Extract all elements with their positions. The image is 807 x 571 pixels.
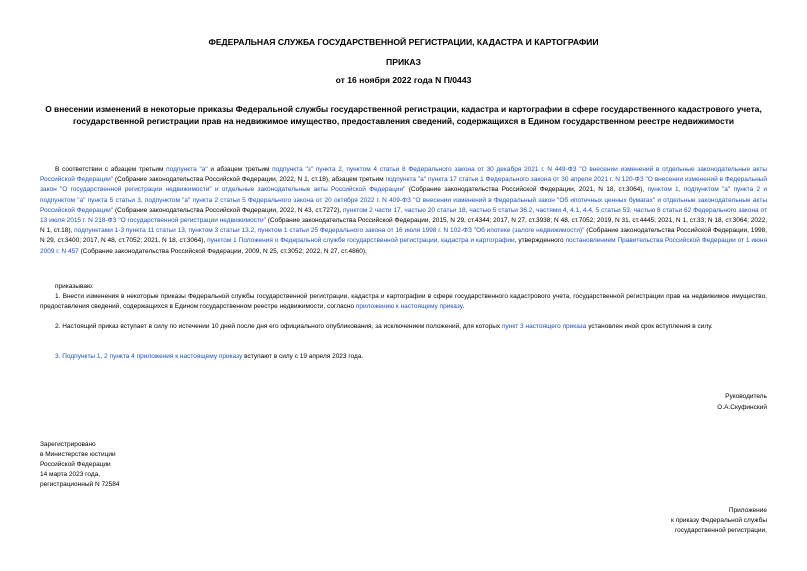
basis-link[interactable]: подпункта "з" пункта 2, пунктом 4 статьи 8 Федерального закона от 30 декабря 2021 г. N 449-ФЗ "О внесении изменений в отдельные законодательные акты Российской Федерации" <box>40 166 767 184</box>
basis-link[interactable]: подпункта "а" пункта 17 статьи 1 Федерального закона от 30 апреля 2021 г. N 120-ФЗ "О внесении изменений в Федеральный закон "О государственной регистрации недвижимости" и отдельные законодательные акты Российской Федерации" <box>40 176 767 194</box>
item-text: 1. Внести изменения в некоторые приказы Федеральной службы государственной регистрации, кадастра и картографии в сфере государственного кадастрового учета, государственной регистрации прав на недвижимое имущество, предоставления сведений, содержащихся в Едином государственном реестре недвижимости, согласно <box>40 293 767 311</box>
order-item-3 <box>40 352 767 362</box>
appendix-link[interactable]: приложению к настоящему приказу <box>355 303 463 311</box>
basis-text: (Собрание законодательства Российской Федерации, 2015, N 29, ст.4344; 2017, N 27, ст.3938; N 48, ст.7052; 2019, N 31, ст.4445; 2021, N 1, ст.33; N 18, ст.3064; 2022, N 1, ст.18), <box>40 217 768 235</box>
basis-link[interactable]: пунктом 1 Положения о Федеральной службе государственной регистрации, кадастра и картографии <box>207 237 515 245</box>
registration-line: Российской Федерации <box>40 461 111 468</box>
basis-text: (Собрание законодательства Российской Федерации, 2022, N 43, ст.7272), <box>113 206 344 214</box>
registration-line: Зарегистрировано <box>40 441 96 448</box>
appendix-heading: Приложение <box>728 507 767 514</box>
agency-name: ФЕДЕРАЛЬНАЯ СЛУЖБА ГОСУДАРСТВЕННОЙ РЕГИСТРАЦИИ, КАДАСТРА И КАРТОГРАФИИ <box>208 37 599 47</box>
order-item-1 <box>40 292 767 312</box>
basis-link[interactable]: подпункта "а" <box>166 166 208 173</box>
item-text: 2. Настоящий приказ вступает в силу по истечении 10 дней после дня его официального опубликования, за исключением положений, для которых <box>55 323 502 330</box>
registration-line: в Министерстве юстиции <box>40 451 116 458</box>
signer-role: Руководитель <box>725 393 767 400</box>
order-item-2 <box>40 322 767 332</box>
basis-text: (Собрание законодательства Российской Федерации, 2021, N 18, ст.3064), <box>405 186 648 194</box>
basis-link[interactable]: подпунктами 1-3 пункта 11 статьи 13, пунктом 3 статьи 13.2, пунктом 1 статьи 25 Федерального закона от 16 июля 1998 г. N 102-ФЗ "Об ипотеке (залоге недвижимости)" <box>74 227 585 235</box>
basis-text: и абзацем третьим <box>207 166 273 173</box>
basis-text: (Собрание законодательства Российской Федерации, 2022, N 1, ст.18), абзацем третьим <box>113 176 386 184</box>
item-text: . <box>462 303 465 311</box>
subclauses-link[interactable]: Подпункты 1, 2 пункта 4 приложения к настоящему приказу <box>62 353 243 360</box>
appendix-line: государственной регистрации, <box>674 527 767 534</box>
signer-name: О.А.Скуфинский <box>717 404 767 411</box>
item-text: вступают в силу с 19 апреля 2023 года. <box>242 353 364 360</box>
basis-text: (Собрание законодательства Российской Федерации, 2009, N 25, ст.3052; 2022, N 27, ст.4860), <box>78 247 367 255</box>
basis-text: (Собрание законодательства Российской Федерации, 1998, N 29, ст.3400; 2017, N 48, ст.7052; 2021, N 18, ст.3064), <box>40 227 768 245</box>
basis-text: В соответствии с абзацем третьим <box>55 166 167 173</box>
basis-paragraph <box>40 165 767 257</box>
item-number: 3. <box>55 353 63 360</box>
doc-title: О внесении изменений в некоторые приказы Федеральной службы государственной регистрации, кадастра и картографии в сфере государственного кадастрового учета, государственной регистрации прав на недвижимое имущество, предоставления сведений, содержащихся в Едином государственном реестре недвижимости <box>45 104 762 126</box>
registration-number: регистрационный N 72584 <box>40 481 120 488</box>
appendix-line: к приказу Федеральной службы <box>671 517 767 524</box>
doc-type: ПРИКАЗ <box>386 57 421 67</box>
basis-link[interactable]: пунктом 2 части 17, частью 20 статьи 18, частью 5 статьи 36.2, частями 4, 4.1, 4.4, 5 статьи 53, частью 8 статьи 62 Федерального закона от 13 июля 2015 г. N 218-ФЗ "О государственной регистрации недвижимости" <box>40 206 768 225</box>
basis-link[interactable]: пунктом 1, подпунктом "а" пункта 2 и подпунктом "а" пункта 5 статьи 3, подпунктом "а" пункта 2 статьи 5 Федерального закона от 20 октября 2022 г. N 409-ФЗ "О внесении изменений в Федеральный закон "Об ипотечных ценных бумагах" и отдельные законодательные акты Российской Федерации" <box>40 186 768 214</box>
item-text: установлен иной срок вступления в силу. <box>586 323 713 330</box>
registration-date: 14 марта 2023 года, <box>40 471 101 478</box>
basis-link[interactable]: постановлением Правительства Российской Федерации от 1 июня 2009 г. N 457 <box>40 237 767 255</box>
order-word: приказываю: <box>55 283 94 290</box>
doc-date-number: от 16 ноября 2022 года N П/0443 <box>335 75 472 85</box>
basis-text: , утвержденного <box>514 237 566 245</box>
clause-3-link[interactable]: пункт 3 настоящего приказа <box>502 323 587 330</box>
